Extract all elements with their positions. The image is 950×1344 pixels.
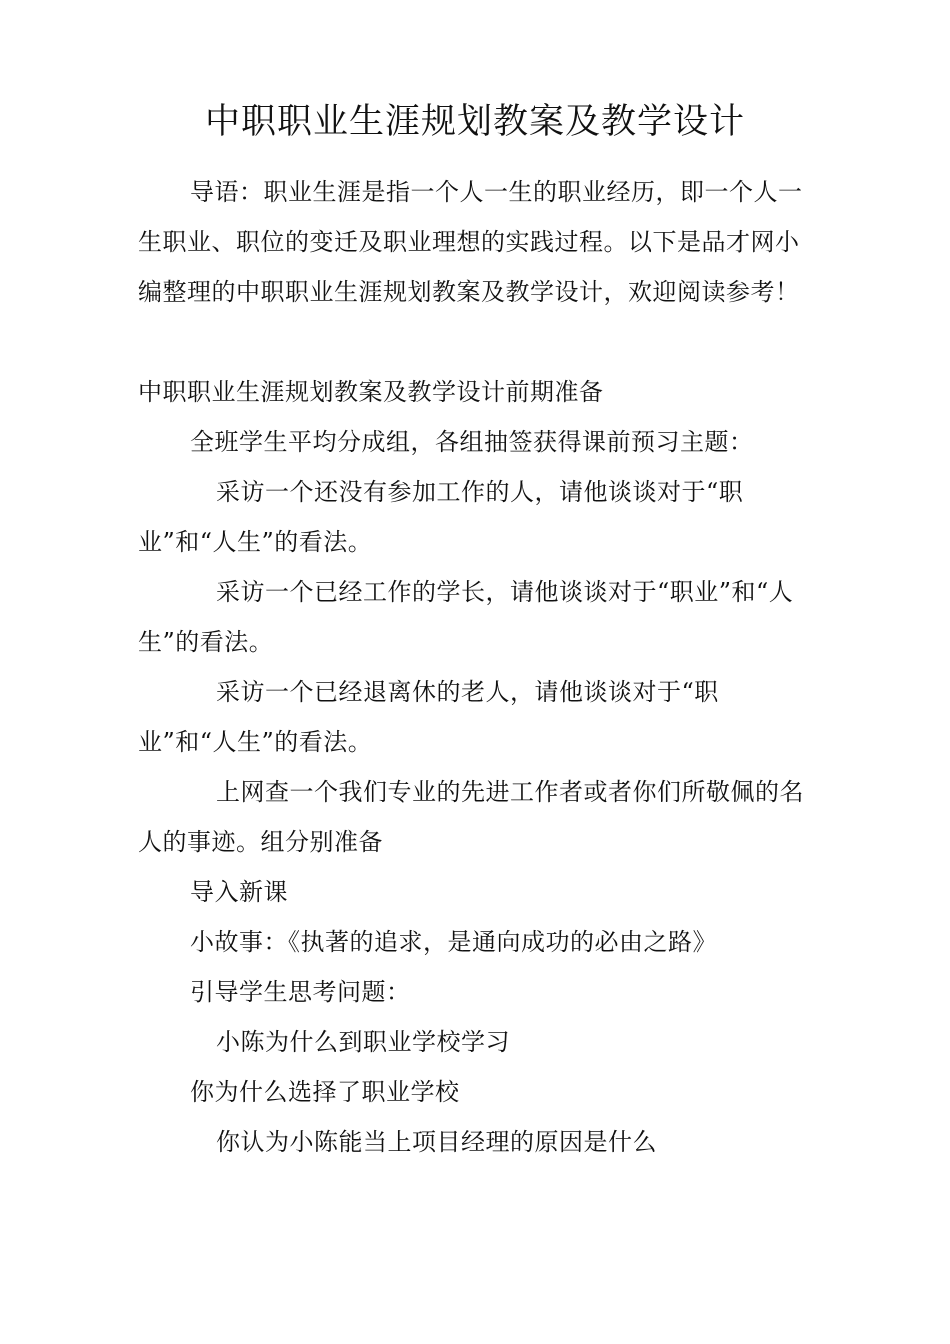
section-heading: 中职职业生涯规划教案及教学设计前期准备 [138, 378, 604, 406]
paragraph-story: 小故事：《执著的追求，是通向成功的必由之路》 [190, 928, 717, 956]
question-your-choice: 你为什么选择了职业学校 [190, 1078, 460, 1106]
question-why-vocational: 小陈为什么到职业学校学习 [216, 1028, 510, 1056]
intro-paragraph: 导语：职业生涯是指一个人一生的职业经历，即一个人一生职业、职位的变迁及职业理想的实践过程。以下是品才网小编整理的中职职业生涯规划教案及教学设计，欢迎阅读参考！ [138, 178, 803, 306]
paragraph-interview-unemployed: 采访一个还没有参加工作的人，请他谈谈对于“职业”和“人生”的看法。 [138, 478, 744, 556]
paragraph-grouping: 全班学生平均分成组，各组抽签获得课前预习主题： [190, 428, 754, 456]
document-title: 中职职业生涯规划教案及教学设计 [204, 102, 745, 142]
paragraph-interview-senior: 采访一个已经工作的学长，请他谈谈对于“职业”和“人生”的看法。 [138, 578, 794, 656]
paragraph-interview-retired: 采访一个已经退离休的老人，请他谈谈对于“职业”和“人生”的看法。 [138, 678, 719, 756]
paragraph-guide-questions: 引导学生思考问题： [190, 978, 411, 1006]
paragraph-research-model-worker: 上网查一个我们专业的先进工作者或者你们所敬佩的名人的事迹。组分别准备 [138, 778, 804, 856]
paragraph-gap [138, 317, 810, 367]
document-body [138, 167, 810, 1167]
paragraph-new-lesson: 导入新课 [190, 878, 288, 906]
question-project-manager: 你认为小陈能当上项目经理的原因是什么 [216, 1128, 657, 1156]
